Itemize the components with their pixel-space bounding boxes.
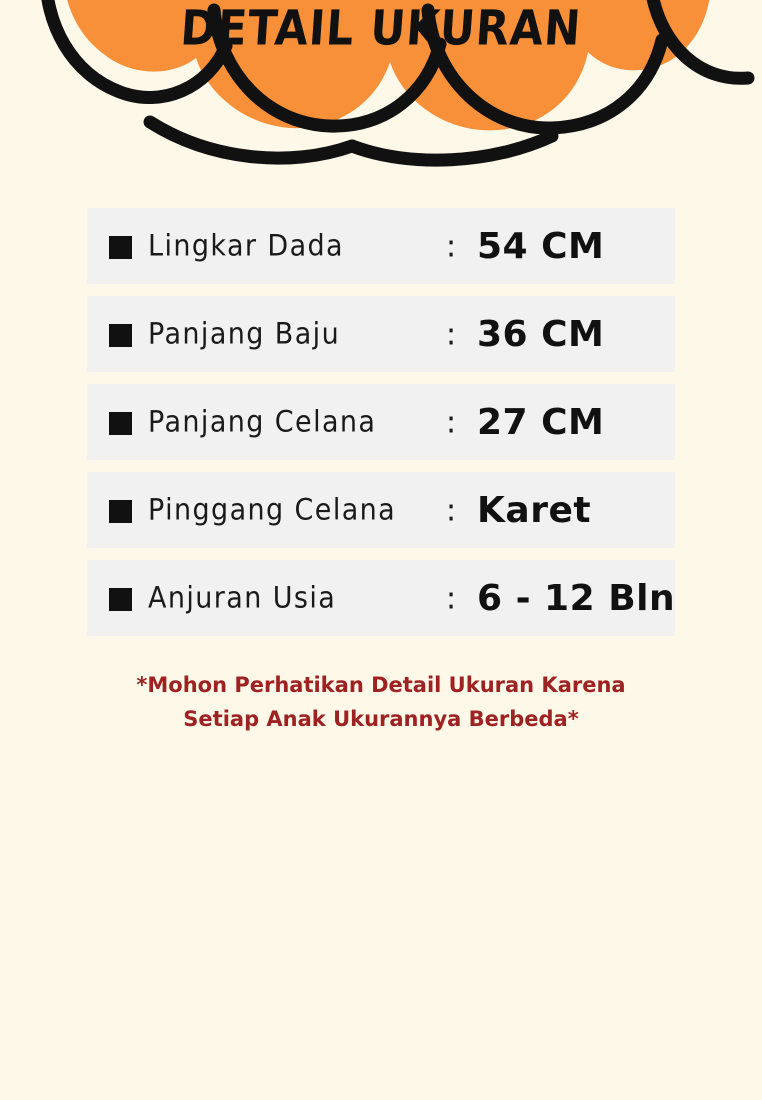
spec-label: Panjang Baju	[148, 317, 341, 351]
table-row	[87, 560, 675, 636]
square-bullet-icon	[109, 588, 132, 611]
spec-separator: :	[446, 315, 457, 353]
spec-separator: :	[446, 491, 457, 529]
square-bullet-icon	[109, 324, 132, 347]
size-disclaimer-line-1: *Mohon Perhatikan Detail Ukuran Karena	[136, 673, 626, 697]
spec-value: 27 CM	[477, 401, 605, 443]
size-disclaimer-line-2: Setiap Anak Ukurannya Berbeda*	[183, 707, 579, 731]
square-bullet-icon	[109, 412, 132, 435]
size-disclaimer	[0, 668, 762, 736]
spec-value: 6 - 12 Bln	[477, 577, 676, 619]
page-title: DETAIL UKURAN	[178, 0, 584, 57]
spec-separator: :	[446, 579, 457, 617]
spec-label: Panjang Celana	[148, 405, 377, 439]
table-row	[87, 472, 675, 548]
table-row	[87, 208, 675, 284]
square-bullet-icon	[109, 500, 132, 523]
spec-separator: :	[446, 403, 457, 441]
spec-label: Lingkar Dada	[148, 229, 345, 263]
header-banner	[0, 0, 762, 175]
square-bullet-icon	[109, 236, 132, 259]
spec-label: Anjuran Usia	[148, 581, 337, 615]
spec-value: 36 CM	[477, 313, 605, 355]
spec-label: Pinggang Celana	[148, 493, 397, 527]
size-detail-list	[87, 208, 675, 648]
table-row	[87, 384, 675, 460]
table-row	[87, 296, 675, 372]
cloud-arc-6	[352, 136, 552, 160]
spec-separator: :	[446, 227, 457, 265]
spec-value: Karet	[477, 489, 592, 531]
spec-value: 54 CM	[477, 225, 605, 267]
